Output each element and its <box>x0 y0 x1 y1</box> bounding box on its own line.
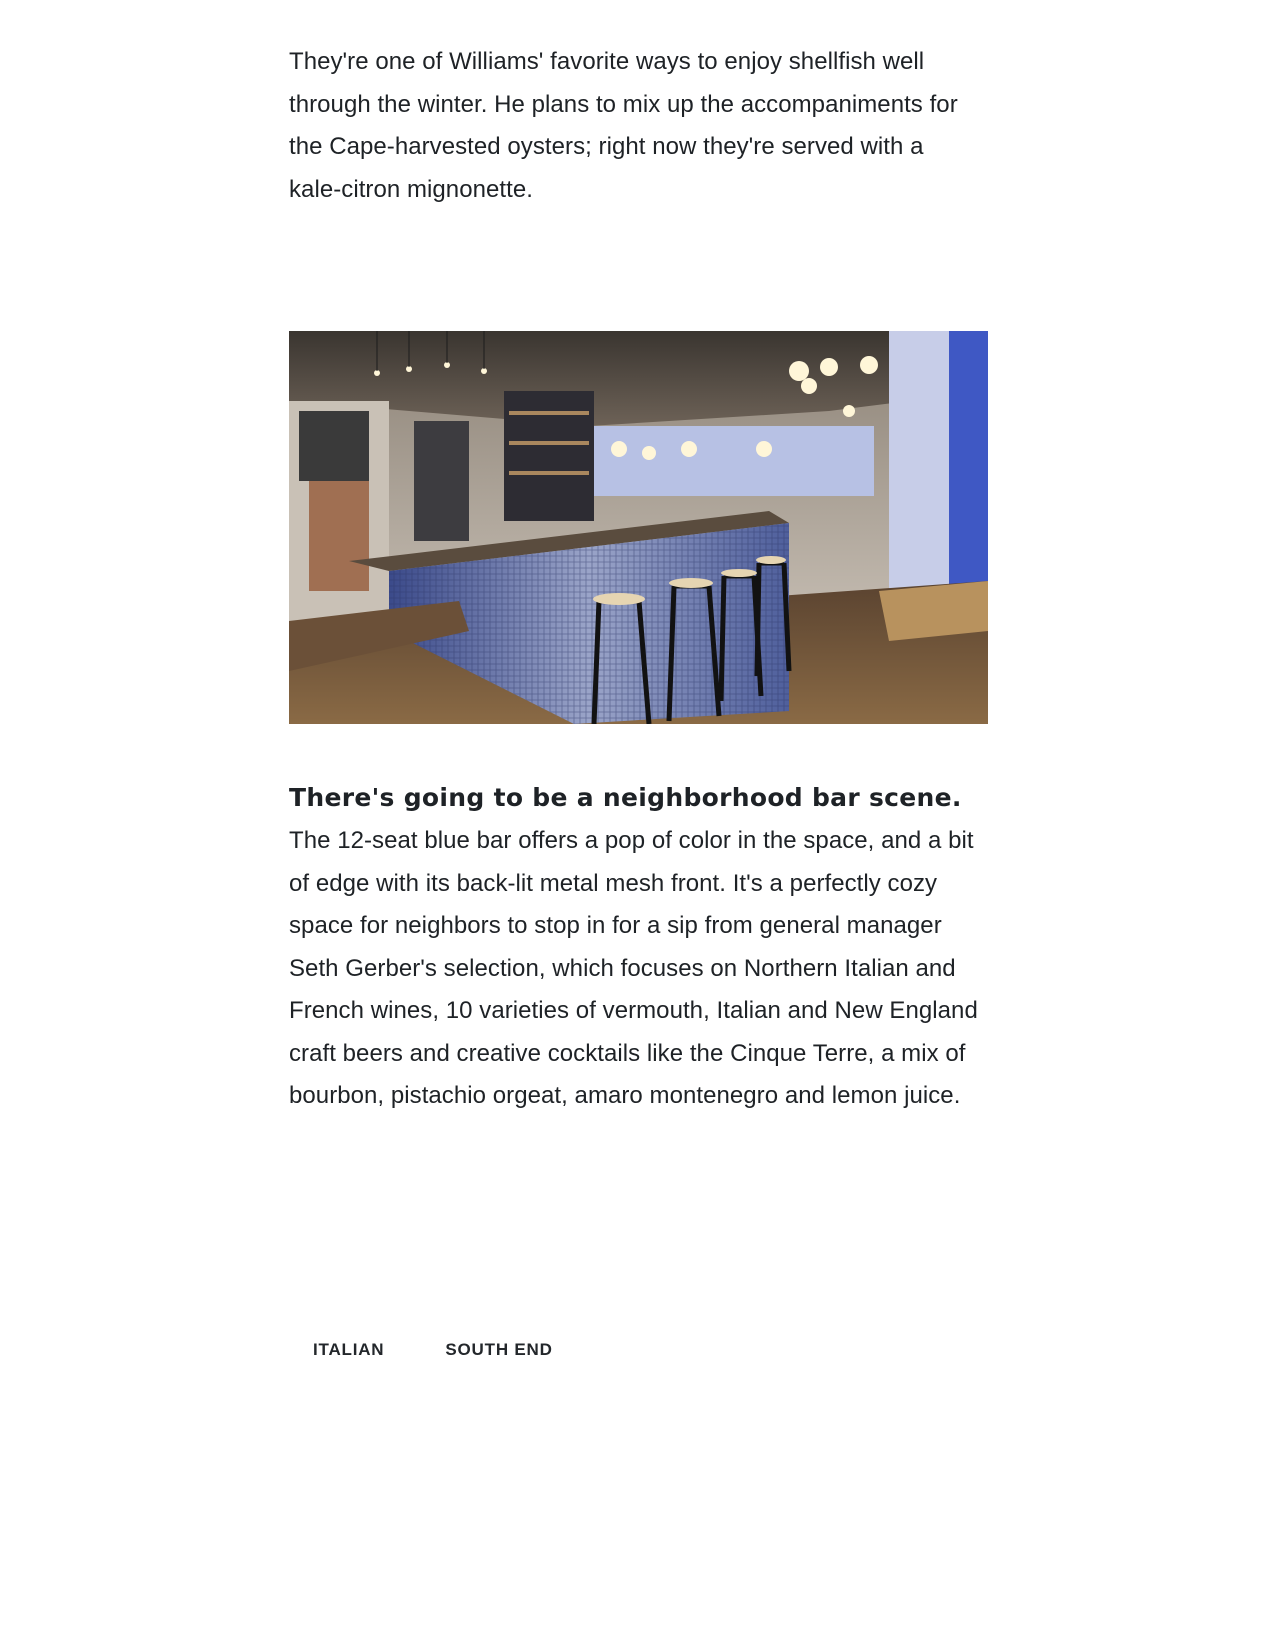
bar-section-paragraph: The 12-seat blue bar offers a pop of color in the space, and a bit of edge with its back-lit metal mesh front. It's a perfectly cozy space for neighbors to stop in for a sip from general manager Seth Gerber's selection, which focuses on Northern Italian and French wines, 10 varieties of vermouth, Italian and New England craft beers and creative cocktails like the Cinque Terre, a mix of bourbon, pistachio orgeat, amaro montenegro and lemon juice. <box>289 827 978 1109</box>
tag-italian[interactable]: ITALIAN <box>313 1340 385 1359</box>
restaurant-bar-photo <box>289 331 988 724</box>
intro-paragraph: They're one of Williams' favorite ways to enjoy shellfish well through the winter. He plans to mix up the accompaniments for the Cape-harvested oysters; right now they're served with a kale-citron mignonette. <box>289 48 958 203</box>
section-heading: There's going to be a neighborhood bar scene. <box>289 783 962 812</box>
tag-list <box>313 1340 553 1360</box>
tag-south-end[interactable]: SOUTH END <box>445 1340 553 1359</box>
